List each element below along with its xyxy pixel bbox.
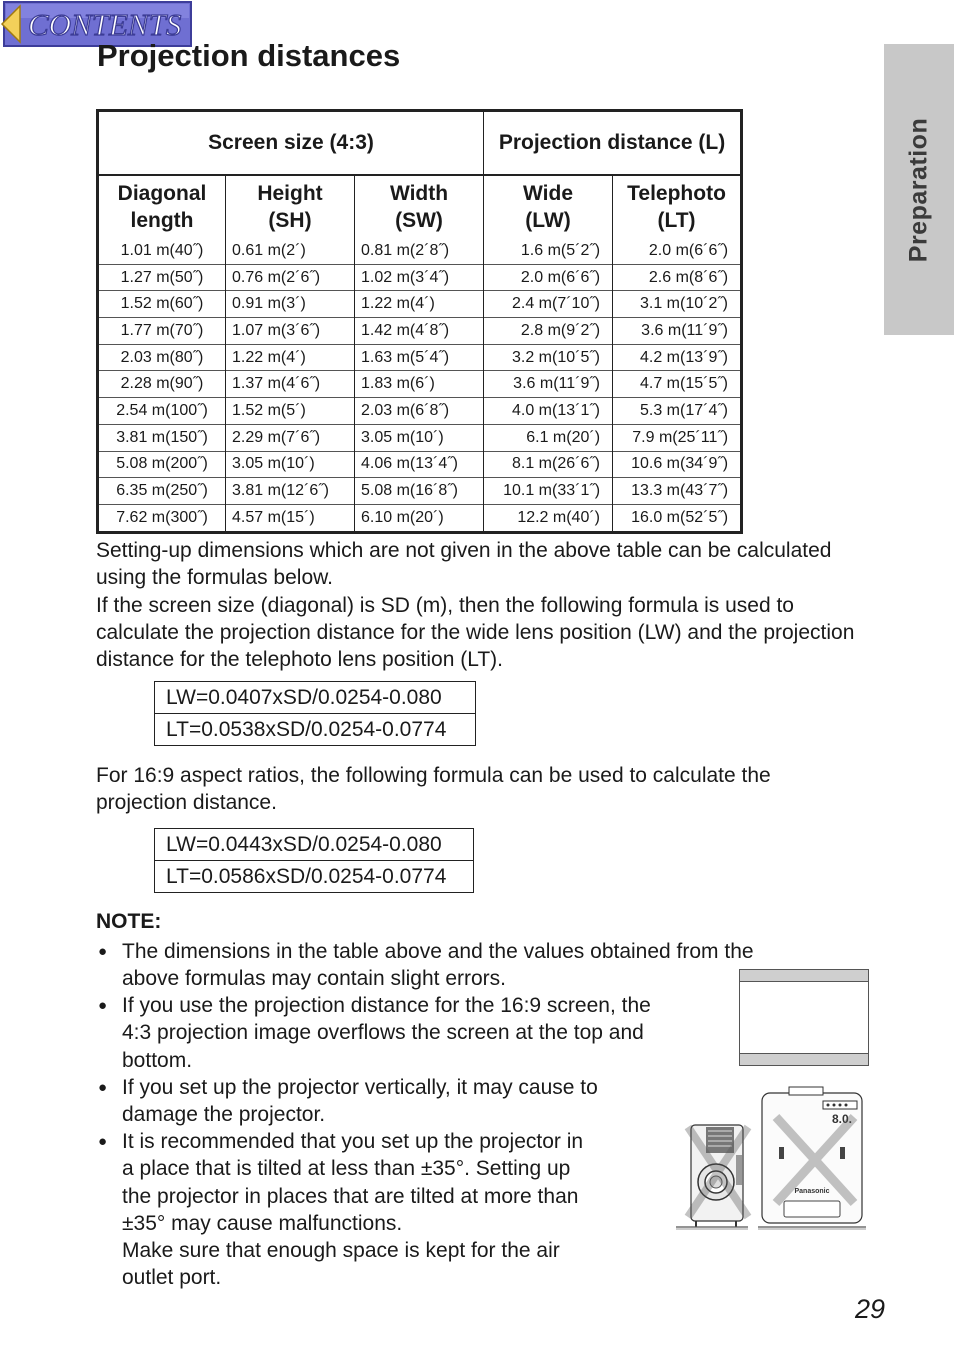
- projection-distance-header: Projection distance (L): [484, 111, 742, 176]
- cell-height: 1.52 m(5´): [226, 398, 355, 425]
- cell-diagonal: 2.03 m(80˝): [98, 344, 226, 371]
- cell-telephoto: 16.0 m(52´5˝): [613, 504, 742, 532]
- cell-telephoto: 2.0 m(6´6˝): [613, 238, 742, 264]
- note-item: ● If you set up the projector vertically, it may cause to damage the projector.: [122, 1074, 598, 1129]
- cell-width: 1.42 m(4´8˝): [355, 318, 484, 345]
- cell-wide: 2.4 m(7´10˝): [484, 291, 613, 318]
- cell-width: 4.06 m(13´4˝): [355, 451, 484, 478]
- note-item: ● It is recommended that you set up the projector in a place that is tilted at less than ±35°. Setting up the projector in places that are tilted at more than ±35° may cause malfunctions. Make sure that enough space is kept for the air outlet port.: [122, 1128, 583, 1292]
- cell-width: 6.10 m(20´): [355, 504, 484, 532]
- cell-telephoto: 3.1 m(10´2˝): [613, 291, 742, 318]
- screen-overflow-illustration: [739, 969, 869, 1066]
- cell-telephoto: 10.6 m(34´9˝): [613, 451, 742, 478]
- projector-display: 8.0.: [831, 1112, 853, 1126]
- table-row: [98, 291, 742, 318]
- intro-paragraph: Setting-up dimensions which are not given in the above table can be calculated using the formulas below. If the screen size (diagonal) is SD (m), then the following formula is used to calculate the projection distance for the wide lens position (LW) and the projection distance for the telephoto lens position (LT).: [96, 539, 855, 672]
- cell-width: 0.81 m(2´8˝): [355, 238, 484, 264]
- cell-telephoto: 4.2 m(13´9˝): [613, 344, 742, 371]
- projection-distance-table: [96, 109, 743, 534]
- formula-lw-4x3: LW=0.0407xSD/0.0254-0.080: [166, 686, 442, 709]
- page-number: 29: [855, 1294, 886, 1324]
- cell-diagonal: 5.08 m(200˝): [98, 451, 226, 478]
- formula-box-4x3: [154, 681, 476, 746]
- cell-height: 0.76 m(2´6˝): [226, 264, 355, 291]
- cell-diagonal: 1.27 m(50˝): [98, 264, 226, 291]
- cell-height: 0.91 m(3´): [226, 291, 355, 318]
- cell-telephoto: 2.6 m(8´6˝): [613, 264, 742, 291]
- cell-height: 1.07 m(3´6˝): [226, 318, 355, 345]
- cell-height: 1.22 m(4´): [226, 344, 355, 371]
- col-header-diagonal: Diagonal length: [98, 175, 226, 238]
- cell-wide: 1.6 m(5´2˝): [484, 238, 613, 264]
- cell-diagonal: 3.81 m(150˝): [98, 424, 226, 451]
- table-row: [98, 478, 742, 505]
- table-row: [98, 398, 742, 425]
- table-row: [98, 371, 742, 398]
- cell-wide: 8.1 m(26´6˝): [484, 451, 613, 478]
- cell-height: 1.37 m(4´6˝): [226, 371, 355, 398]
- formula-box-16x9: [154, 828, 474, 893]
- cell-wide: 10.1 m(33´1˝): [484, 478, 613, 505]
- table-row: [98, 504, 742, 532]
- col-header-height: Height (SH): [226, 175, 355, 238]
- cell-diagonal: 1.01 m(40˝): [98, 238, 226, 264]
- cell-telephoto: 5.3 m(17´4˝): [613, 398, 742, 425]
- formula-lt-16x9: LT=0.0586xSD/0.0254-0.0774: [155, 860, 473, 892]
- table-row: [98, 344, 742, 371]
- cell-diagonal: 1.52 m(60˝): [98, 291, 226, 318]
- vertical-projector-warning-illustration: [676, 1085, 868, 1230]
- cell-wide: 3.2 m(10´5˝): [484, 344, 613, 371]
- cell-width: 1.22 m(4´): [355, 291, 484, 318]
- cell-width: 1.83 m(6´): [355, 371, 484, 398]
- cell-height: 3.81 m(12´6˝): [226, 478, 355, 505]
- page-title: Projection distances: [97, 38, 401, 73]
- cell-width: 1.63 m(5´4˝): [355, 344, 484, 371]
- section-tab: [884, 44, 954, 335]
- cell-width: 5.08 m(16´8˝): [355, 478, 484, 505]
- contents-label: CONTENTS: [28, 7, 182, 42]
- formula-lt-4x3: LT=0.0538xSD/0.0254-0.0774: [155, 713, 475, 745]
- table-row: [98, 318, 742, 345]
- cell-diagonal: 2.28 m(90˝): [98, 371, 226, 398]
- cell-width: 1.02 m(3´4˝): [355, 264, 484, 291]
- cell-wide: 6.1 m(20´): [484, 424, 613, 451]
- cell-wide: 4.0 m(13´1˝): [484, 398, 613, 425]
- table-row: [98, 238, 742, 264]
- cell-height: 4.57 m(15´): [226, 504, 355, 532]
- table-row: [98, 451, 742, 478]
- cell-telephoto: 4.7 m(15´5˝): [613, 371, 742, 398]
- cell-width: 3.05 m(10´): [355, 424, 484, 451]
- cell-diagonal: 2.54 m(100˝): [98, 398, 226, 425]
- table-row: [98, 424, 742, 451]
- note-heading: NOTE:: [96, 910, 162, 933]
- cell-wide: 12.2 m(40´): [484, 504, 613, 532]
- table-row: [98, 264, 742, 291]
- cell-diagonal: 6.35 m(250˝): [98, 478, 226, 505]
- section-tab-label: Preparation: [904, 117, 933, 263]
- cell-width: 2.03 m(6´8˝): [355, 398, 484, 425]
- cell-diagonal: 7.62 m(300˝): [98, 504, 226, 532]
- cell-wide: 2.8 m(9´2˝): [484, 318, 613, 345]
- col-header-telephoto: Telephoto (LT): [613, 175, 742, 238]
- cell-telephoto: 3.6 m(11´9˝): [613, 318, 742, 345]
- cell-diagonal: 1.77 m(70˝): [98, 318, 226, 345]
- col-header-width: Width (SW): [355, 175, 484, 238]
- cell-height: 0.61 m(2´): [226, 238, 355, 264]
- col-header-wide: Wide (LW): [484, 175, 613, 238]
- cell-wide: 3.6 m(11´9˝): [484, 371, 613, 398]
- cell-wide: 2.0 m(6´6˝): [484, 264, 613, 291]
- projector-brand: Panasonic: [794, 1188, 830, 1195]
- cell-telephoto: 7.9 m(25´11˝): [613, 424, 742, 451]
- cell-height: 2.29 m(7´6˝): [226, 424, 355, 451]
- formula-lw-16x9: LW=0.0443xSD/0.0254-0.080: [166, 833, 442, 856]
- note-item: ● The dimensions in the table above and the values obtained from the above formulas may contain slight errors.: [122, 938, 754, 993]
- aspect-paragraph: For 16:9 aspect ratios, the following formula can be used to calculate the projection distance.: [96, 764, 771, 815]
- cell-height: 3.05 m(10´): [226, 451, 355, 478]
- note-item: ● If you use the projection distance for the 16:9 screen, the 4:3 projection image overflows the screen at the top and bottom.: [122, 992, 651, 1074]
- screen-size-header: Screen size (4:3): [98, 111, 484, 176]
- cell-telephoto: 13.3 m(43´7˝): [613, 478, 742, 505]
